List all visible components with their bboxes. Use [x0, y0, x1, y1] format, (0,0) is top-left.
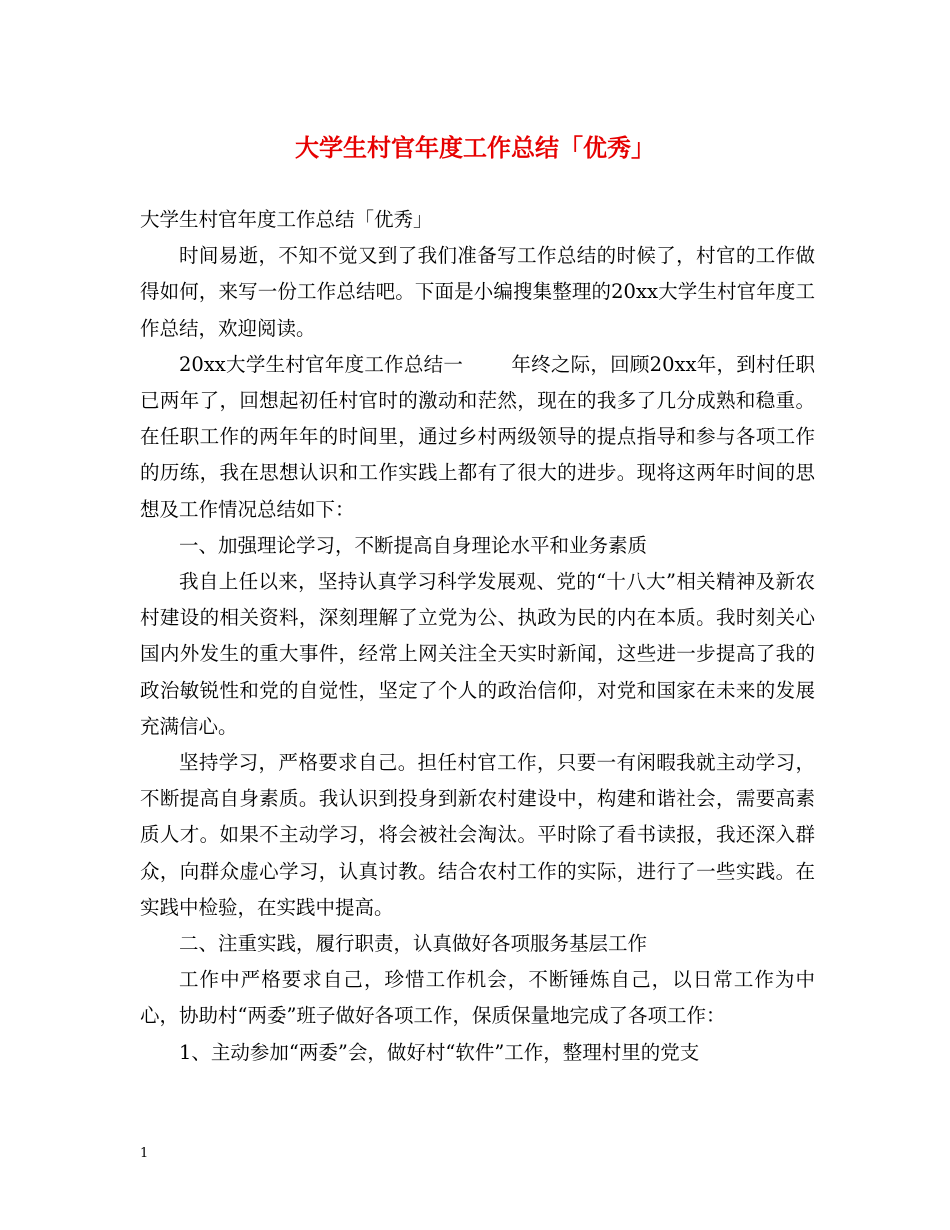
- self-discipline-paragraph: 坚持学习，严格要求自己。担任村官工作，只要一有闲暇我就主动学习，不断提高自身素质。我认识到投身到新农村建设中，构建和谐社会，需要高素质人才。如果不主动学习，将会被社会淘汰。平时除了看书读报，我还深入群众，向群众虚心学习，认真讨教。结合农村工作的实际，进行了一些实践。在实践中检验，在实践中提高。: [140, 751, 815, 919]
- section-heading-two: 二、注重实践，履行职责，认真做好各项服务基层工作: [179, 932, 648, 956]
- work-paragraph: 工作中严格要求自己，珍惜工作机会，不断锤炼自己，以日常工作为中心，协助村“两委”班子做好各项工作，保质保量地完成了各项工作：: [140, 968, 815, 1028]
- section-heading-one: 一、加强理论学习，不断提高自身理论水平和业务素质: [179, 533, 648, 557]
- summary-one-heading: 20xx大学生村官年度工作总结一: [179, 352, 464, 376]
- document-body: [140, 202, 815, 1071]
- intro-paragraph: 时间易逝，不知不觉又到了我们准备写工作总结的时候了，村官的工作做得如何，来写一份工作总结吧。下面是小编搜集整理的20xx大学生村官年度工作总结，欢迎阅读。: [140, 244, 815, 340]
- subtitle-line: 大学生村官年度工作总结「优秀」: [140, 208, 433, 231]
- summary-one-paragraph: [140, 347, 815, 528]
- summary-one-body: 年终之际，回顾20xx年，到村任职已两年了，回想起初任村官时的激动和茫然，现在的我多了几分成熟和稳重。在任职工作的两年年的时间里，通过乡村两级领导的提点指导和参与各项工作的历练，我在思想认识和工作实践上都有了很大的进步。现将这两年时间的思想及工作情况总结如下：: [140, 352, 815, 521]
- document-title: 大学生村官年度工作总结「优秀」: [295, 133, 655, 162]
- theory-study-paragraph: 我自上任以来，坚持认真学习科学发展观、党的“十八大”相关精神及新农村建设的相关资料，深刻理解了立党为公、执政为民的内在本质。我时刻关心国内外发生的重大事件，经常上网关注全天实时新闻，这些进一步提高了我的政治敏锐性和党的自觉性，坚定了个人的政治信仰，对党和国家在未来的发展充满信心。: [140, 570, 815, 738]
- item-one-paragraph: 1、主动参加“两委”会，做好村“软件”工作，整理村里的党支: [179, 1040, 700, 1064]
- page-number: 1: [140, 1146, 149, 1161]
